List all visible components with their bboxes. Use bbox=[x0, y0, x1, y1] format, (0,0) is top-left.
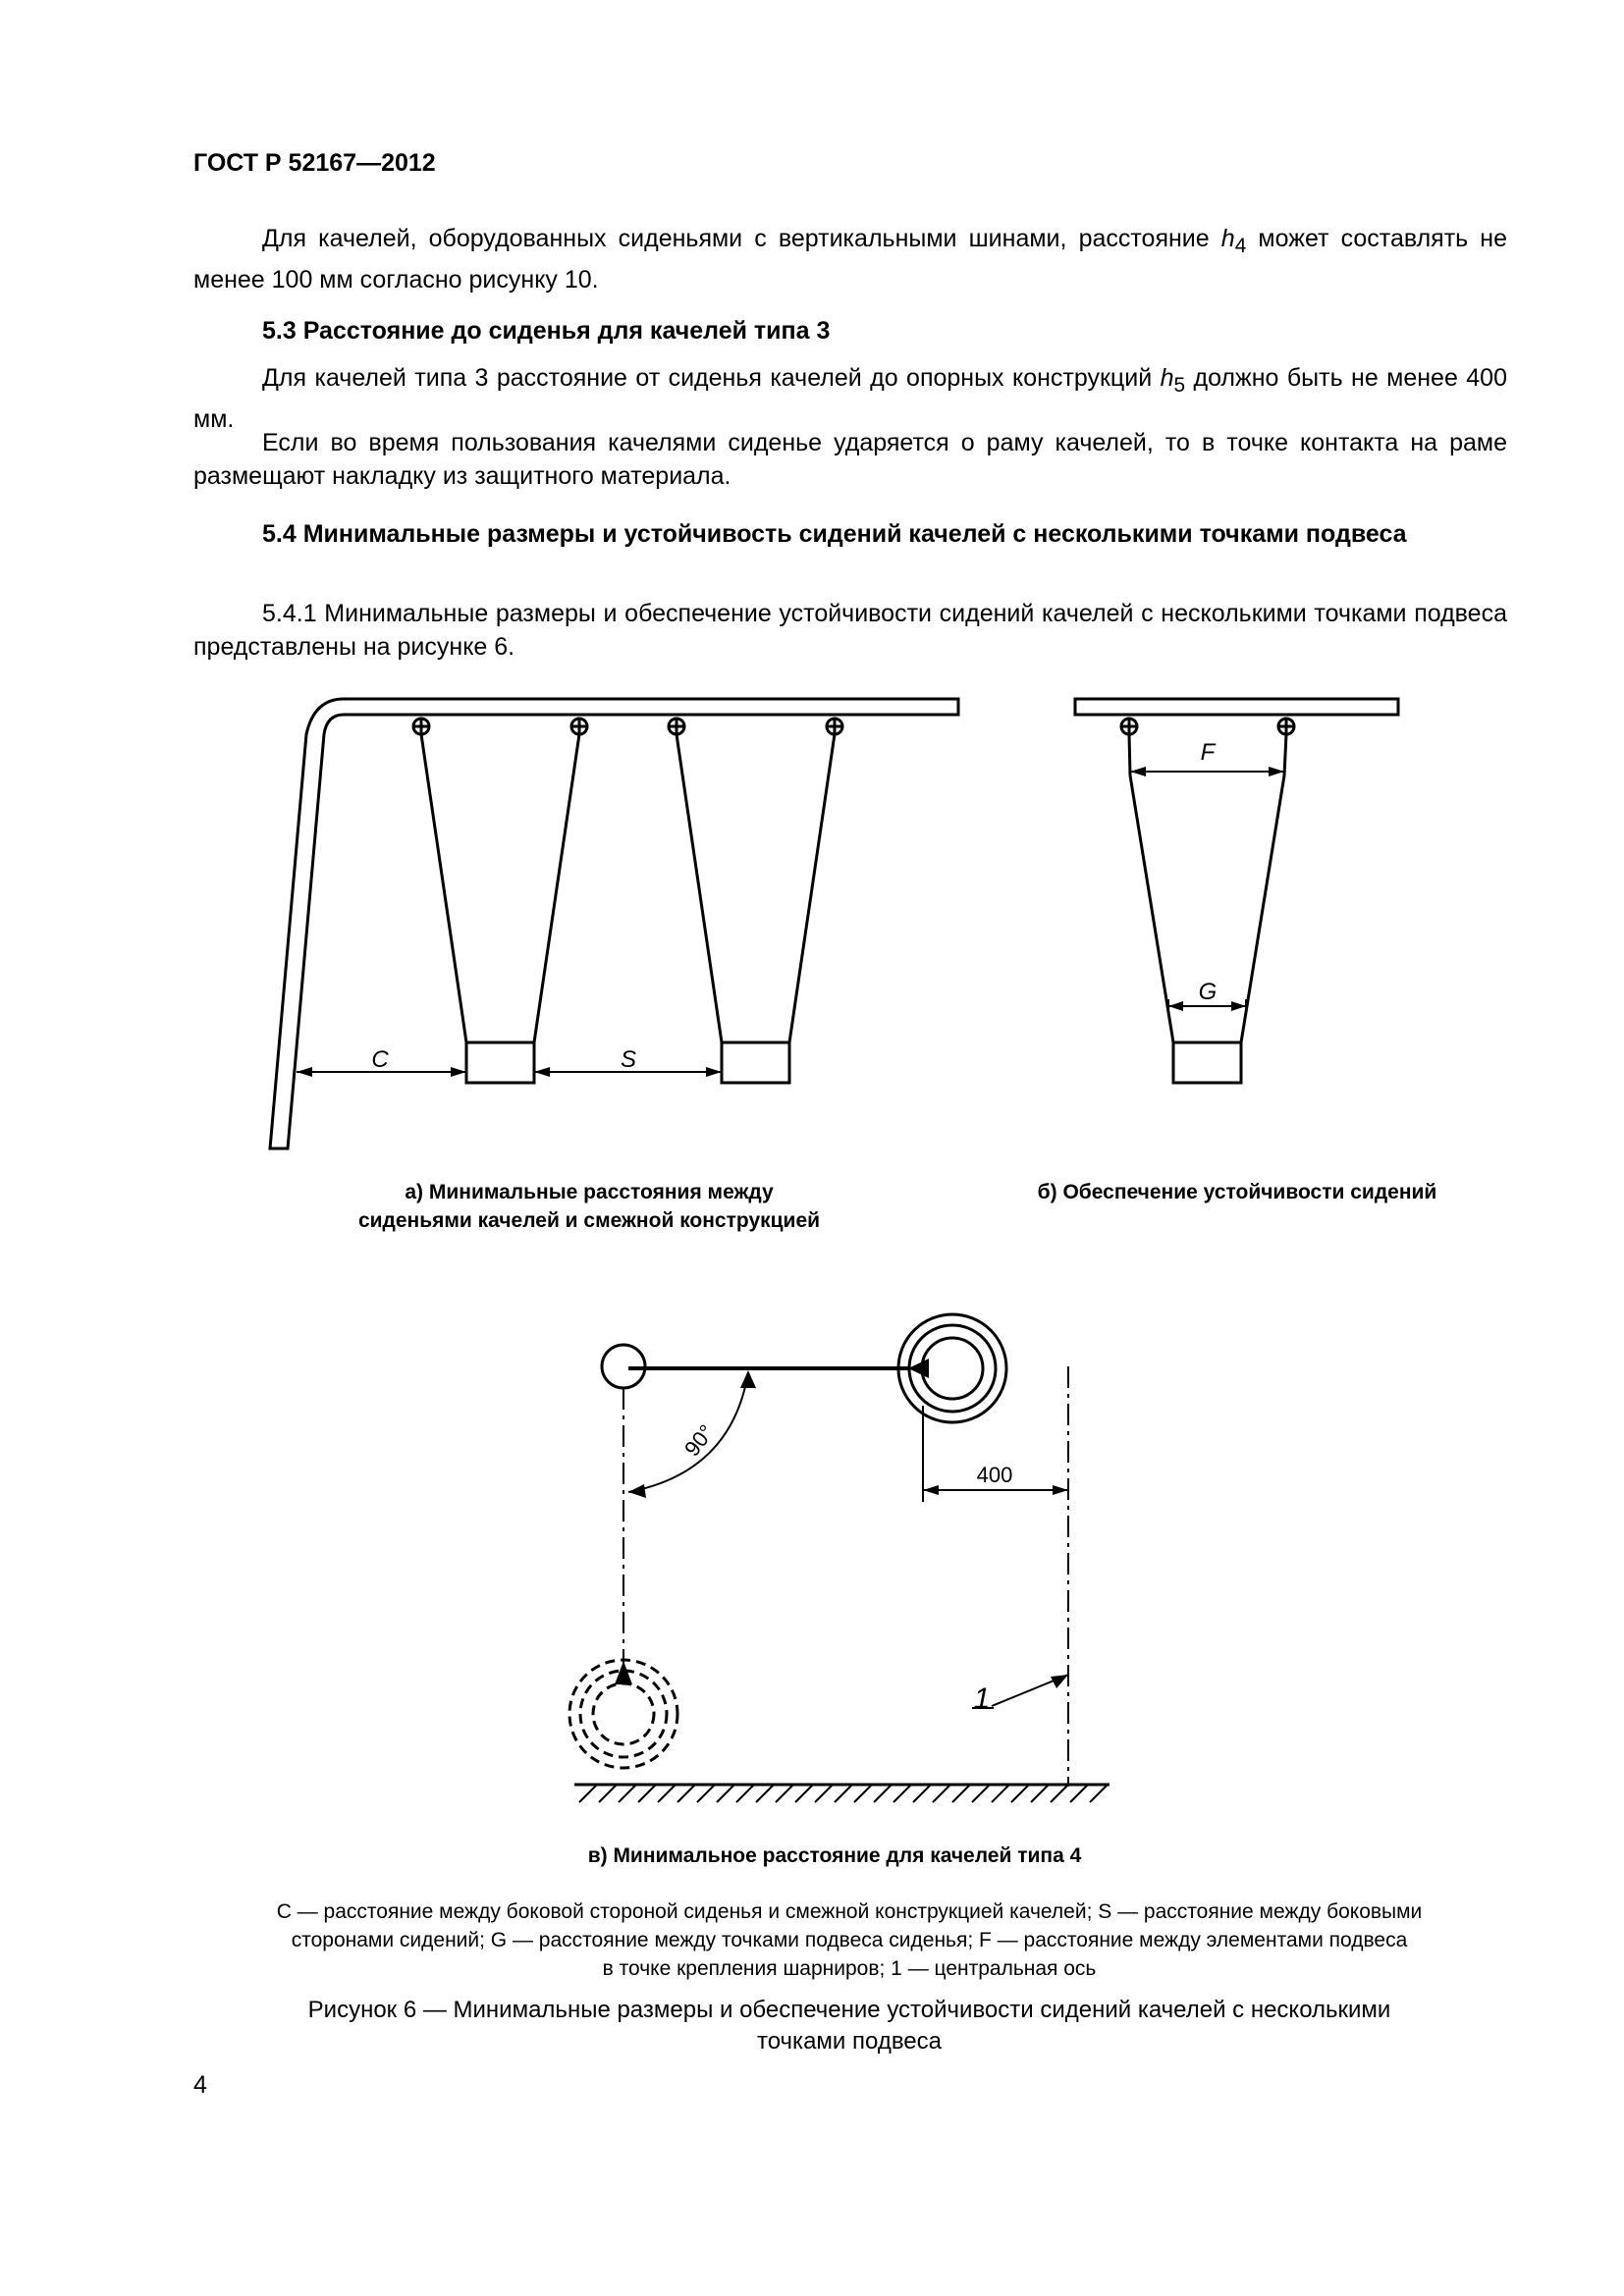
page-number: 4 bbox=[193, 2071, 207, 2099]
section-5-3-heading: 5.3 Расстояние до сиденья для качелей типа 3 bbox=[262, 317, 831, 345]
caption-a-line1: а) Минимальные расстояния между bbox=[405, 1181, 774, 1203]
swing-seat bbox=[466, 1042, 534, 1083]
paragraph-5-4-1: 5.4.1 Минимальные размеры и обеспечение устойчивости сидений качелей с несколькими точками подвеса представлены на рисунке 6. bbox=[193, 600, 1507, 661]
figure-title-line1: Рисунок 6 — Минимальные размеры и обеспечение устойчивости сидений качелей с несколькими bbox=[307, 1997, 1391, 2023]
legend-line: C — расстояние между боковой стороной сиденья и смежной конструкцией качелей; S — расстояние между боковыми bbox=[276, 1900, 1423, 1923]
label-400: 400 bbox=[976, 1463, 1013, 1487]
figure-title bbox=[236, 1995, 1463, 2057]
pivot-icon bbox=[669, 719, 684, 734]
arrow-head bbox=[908, 1359, 929, 1378]
figure-title-line2: точками подвеса bbox=[757, 2028, 942, 2055]
caption-b: б) Обеспечение устойчивости сидений bbox=[1037, 1181, 1437, 1203]
suspension-rope bbox=[534, 734, 579, 1042]
label-central-axis: 1 bbox=[973, 1682, 991, 1715]
pivot-icon bbox=[1278, 719, 1294, 734]
suspension-rope bbox=[677, 734, 722, 1042]
subscript-4: 4 bbox=[1234, 235, 1247, 257]
swing-seat bbox=[722, 1042, 789, 1083]
caption-a-line2: сиденьями качелей и смежной конструкцией bbox=[357, 1209, 821, 1232]
pivot-icon bbox=[827, 719, 842, 734]
suspension-rope bbox=[421, 734, 466, 1042]
angle-arc bbox=[628, 1372, 748, 1492]
arrow-head bbox=[615, 1661, 632, 1684]
variable-h: h bbox=[1160, 364, 1174, 392]
subscript-5: 5 bbox=[1173, 374, 1186, 397]
suspension-rope bbox=[1130, 775, 1173, 1042]
paragraph-text: Для качелей, оборудованных сиденьями с вертикальными шинами, расстояние bbox=[262, 225, 1221, 252]
paragraph-contact: Если во время пользования качелями сиденье ударяется о раму качелей, то в точке контакта на раме размещают накладку из защитного материала. bbox=[193, 429, 1507, 490]
suspension-rope bbox=[789, 734, 835, 1042]
suspension-rope bbox=[1129, 734, 1130, 775]
pivot-icon bbox=[1121, 719, 1137, 734]
legend-line: в точке крепления шарниров; 1 — центральная ось bbox=[602, 1957, 1097, 1980]
paragraph-text: должно быть не менее 400 мм. bbox=[193, 364, 1507, 433]
suspension-rope bbox=[1241, 775, 1284, 1042]
section-5-4-heading: 5.4 Минимальные размеры и устойчивость сидений качелей с несколькими точками подвеса bbox=[262, 520, 1407, 548]
ground-hatching bbox=[579, 1785, 1108, 1802]
swing-beam-b bbox=[1075, 699, 1398, 715]
caption-c: в) Минимальное расстояние для качелей типа 4 bbox=[587, 1844, 1082, 1867]
legend-line: сторонами сидений; G — расстояние между точками подвеса сиденья; F — расстояние между элементами подвеса bbox=[291, 1929, 1408, 1951]
pivot-icon bbox=[571, 719, 587, 734]
variable-h: h bbox=[1220, 225, 1235, 252]
swing-seat bbox=[1173, 1042, 1241, 1083]
label-f: F bbox=[1200, 739, 1216, 766]
caption-a bbox=[334, 1178, 844, 1235]
paragraph-text: Для качелей типа 3 расстояние от сиденья качелей до опорных конструкций bbox=[262, 364, 1161, 392]
label-g: G bbox=[1198, 979, 1218, 1005]
label-90-degrees: 90° bbox=[678, 1419, 720, 1462]
pivot-icon bbox=[413, 719, 429, 734]
swing-frame-a bbox=[270, 699, 958, 1148]
figure-legend bbox=[236, 1897, 1463, 1983]
label-c: C bbox=[371, 1046, 389, 1073]
suspension-rope bbox=[1284, 734, 1286, 775]
paragraph-text: может составлять не менее 100 мм согласно рисунку 10. bbox=[193, 225, 1508, 294]
document-header: ГОСТ Р 52167—2012 bbox=[193, 149, 436, 177]
label-s: S bbox=[620, 1046, 637, 1073]
